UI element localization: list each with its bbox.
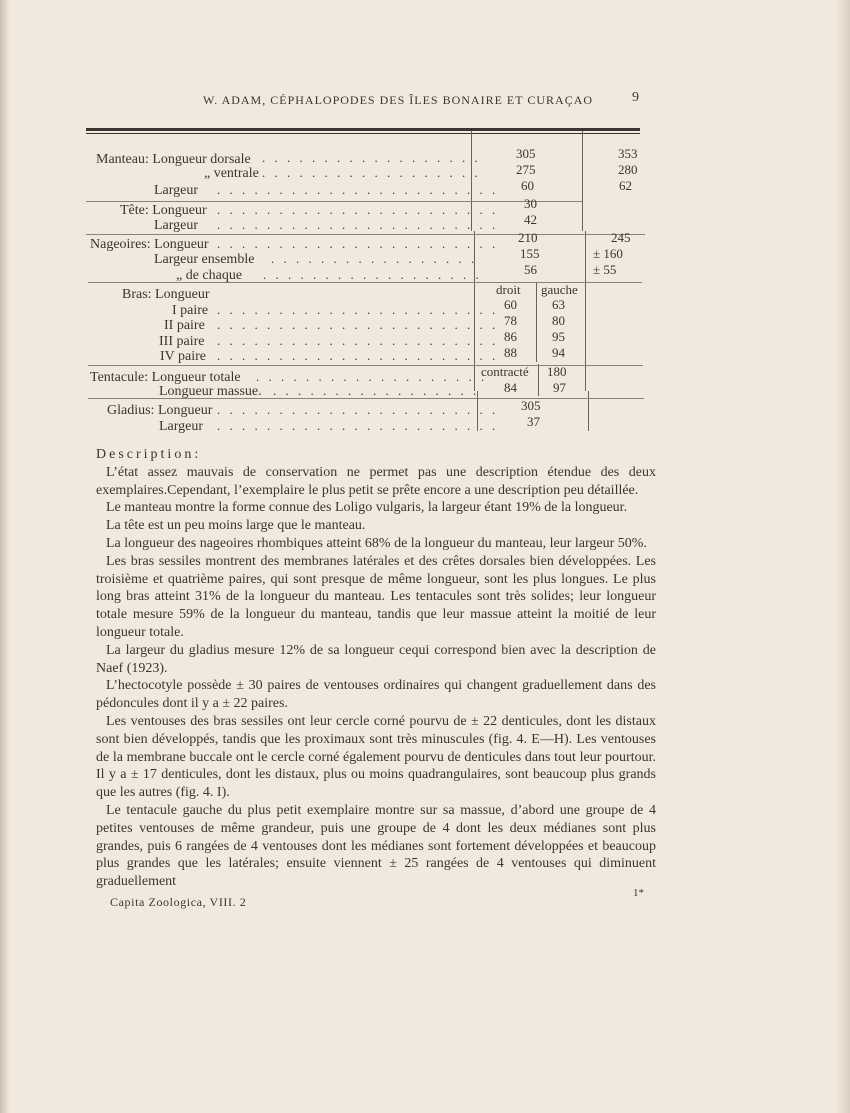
- leader-dots: . . . . . . . . . . . . . . . . . . . . . . .: [217, 317, 499, 332]
- value-cell: 94: [552, 345, 565, 360]
- value-cell: 210: [518, 230, 538, 245]
- leader-dots: . . . . . . . . . . . . . . . . . . .: [256, 369, 488, 384]
- value-cell: 180: [547, 364, 567, 379]
- row-label: „ ventrale: [204, 166, 259, 181]
- paragraph: Les bras sessiles montrent des membranes latérales et des crêtes dorsales bien développées. Les troisième et quatrième paires, qui sont presque de même longueur, sont les plus longues. Le plus long bras atteint 31% de la longueur du manteau. Les tentacules sont très solides; leur longueur totale mesure 59% de la longueur du manteau, tandis que leur massue atteint la moitié de leur longueur totale.: [96, 553, 656, 640]
- table-divider: [588, 391, 589, 431]
- section-heading: Description:: [96, 447, 202, 462]
- row-label: II paire: [164, 318, 205, 333]
- value-cell: 84: [504, 380, 517, 395]
- body-text: [96, 446, 656, 891]
- leader-dots: . . . . . . . . . . . . . . . . .: [273, 383, 480, 398]
- value-cell: 245: [611, 230, 631, 245]
- leader-dots: . . . . . . . . . . . . . . . . . .: [262, 165, 481, 180]
- paragraph: La tête est un peu moins large que le manteau.: [106, 518, 366, 534]
- leader-dots: . . . . . . . . . . . . . . . . . . . . . . .: [217, 182, 499, 197]
- column-header: gauche: [541, 282, 578, 297]
- value-cell: 275: [516, 162, 536, 177]
- value-cell: 305: [521, 398, 541, 413]
- value-cell: 280: [618, 162, 638, 177]
- value-cell: 60: [521, 178, 534, 193]
- value-cell: 56: [524, 262, 537, 277]
- leader-dots: . . . . . . . . . . . . . . . . . .: [263, 267, 482, 282]
- row-label: Gladius: Longueur: [107, 403, 213, 418]
- value-cell: 155: [520, 246, 540, 261]
- value-cell: 42: [524, 212, 537, 227]
- value-cell: 30: [524, 196, 537, 211]
- page-number: 9: [632, 90, 639, 105]
- row-label: IV paire: [160, 349, 206, 364]
- value-cell: 62: [619, 178, 632, 193]
- value-cell: 97: [553, 380, 566, 395]
- value-cell: 37: [527, 414, 540, 429]
- row-label: Tête: Longueur: [120, 203, 207, 218]
- row-label: Largeur: [154, 183, 199, 198]
- value-cell: 88: [504, 345, 517, 360]
- value-cell: ± 55: [593, 262, 617, 277]
- row-label: III paire: [159, 334, 205, 349]
- paragraph: Le manteau montre la forme connue des Loligo vulgaris, la largeur étant 19% de la longueur.: [106, 500, 628, 516]
- column-header: droit: [496, 282, 521, 297]
- row-label: „ de chaque: [176, 268, 243, 283]
- leader-dots: . . . . . . . . . . . . . . . . . . . . . . .: [217, 418, 499, 433]
- paragraph: L’état assez mauvais de conservation ne permet pas une description étendue des deux exemplaires.Cependant, l’exemplaire le plus petit se prête encore a une description peu détaillée.: [96, 464, 656, 498]
- leader-dots: . . . . . . . . . . . . . . . . . . . . . . .: [217, 302, 499, 317]
- paragraph: La largeur du gladius mesure 12% de sa longueur cequi correspond bien avec la description de Naef (1923).: [96, 642, 656, 676]
- row-label: Tentacule: Longueur totale: [90, 370, 241, 385]
- leader-dots: . . . . . . . . . . . . . . . . . . . . . . .: [217, 333, 499, 348]
- value-cell: 305: [516, 146, 536, 161]
- leader-dots: . . . . . . . . . . . . . . . . . .: [262, 150, 481, 165]
- row-rule: [86, 234, 645, 235]
- paragraph: La longueur des nageoires rhombiques atteint 68% de la longueur du manteau, leur largeur 50%.: [106, 535, 647, 551]
- table-divider: [538, 364, 539, 396]
- value-cell: 60: [504, 297, 517, 312]
- table-divider: [536, 282, 537, 362]
- paragraph: L’hectocotyle possède ± 30 paires de ventouses ordinaires qui changent graduellement dans des pédoncules dont il y a ± 22 paires.: [96, 678, 656, 712]
- row-label: Largeur ensemble: [154, 252, 255, 267]
- paragraph: Les ventouses des bras sessiles ont leur cercle corné pourvu de ± 22 denticules, dont les distaux sont bien développés, tandis que les proximaux sont très minuscules (fig. 4. E—H). Les ventouses de la membrane buccale ont le cercle corné également pourvu de denticules dans tout leur pourtour. Il y a ± 17 denticules, dont les distaux, plus ou moins quadrangulaires, sont beaucoup plus grands que les autres (fig. 4. I).: [96, 713, 656, 801]
- journal-footer: Capita Zoologica, VIII. 2: [110, 895, 247, 909]
- value-cell: contracté: [481, 364, 529, 379]
- value-cell: ± 160: [593, 246, 623, 261]
- value-cell: 78: [504, 313, 517, 328]
- table-top-rule: [86, 128, 640, 131]
- leader-dots: . . . . . . . . . . . . . . . . . . . . . . .: [217, 402, 499, 417]
- table-top-rule-thin: [86, 133, 640, 134]
- leader-dots: . . . . . . . . . . . . . . . . . . . . . . .: [217, 217, 499, 232]
- value-cell: 353: [618, 146, 638, 161]
- table-divider: [585, 231, 586, 391]
- value-cell: 95: [552, 329, 565, 344]
- leader-dots: . . . . . . . . . . . . . . . . . . . . . . .: [217, 202, 499, 217]
- row-label: Largeur: [154, 218, 199, 233]
- leader-dots: . . . . . . . . . . . . . . . . . . . . . . .: [217, 236, 499, 251]
- row-label: Manteau: Longueur dorsale: [96, 152, 251, 167]
- value-cell: 80: [552, 313, 565, 328]
- page-edge-left: [0, 0, 9, 1113]
- leader-dots: . . . . . . . . . . . . . . . . .: [271, 251, 478, 266]
- row-label: Largeur: [159, 419, 204, 434]
- row-label: I paire: [172, 303, 209, 318]
- row-label: Nageoires: Longueur: [90, 237, 209, 252]
- value-cell: 63: [552, 297, 565, 312]
- leader-dots: . . . . . . . . . . . . . . . . . . . . . . .: [217, 348, 499, 363]
- table-divider: [582, 131, 583, 231]
- paragraph: Le tentacule gauche du plus petit exemplaire montre sur sa massue, d’abord une groupe de 4 petites ventouses de même grandeur, puis une groupe de 4 dont les deux médianes sont plus grandes, puis 6 rangées de 4 ventouses dont les médianes sont fortement développées et beaucoup plus grandes que les latérales; ensuite viennent ± 25 rangées de 4 ventouses qui diminuent graduellement: [96, 802, 656, 890]
- value-cell: 86: [504, 329, 517, 344]
- signature-mark: 1*: [633, 887, 644, 899]
- row-label: Bras: Longueur: [122, 287, 210, 302]
- page-edge-right: [836, 0, 850, 1113]
- running-head: W. ADAM, CÉPHALOPODES DES ÎLES BONAIRE ET CURAÇAO: [203, 93, 594, 107]
- row-label: Longueur massue.: [159, 384, 262, 399]
